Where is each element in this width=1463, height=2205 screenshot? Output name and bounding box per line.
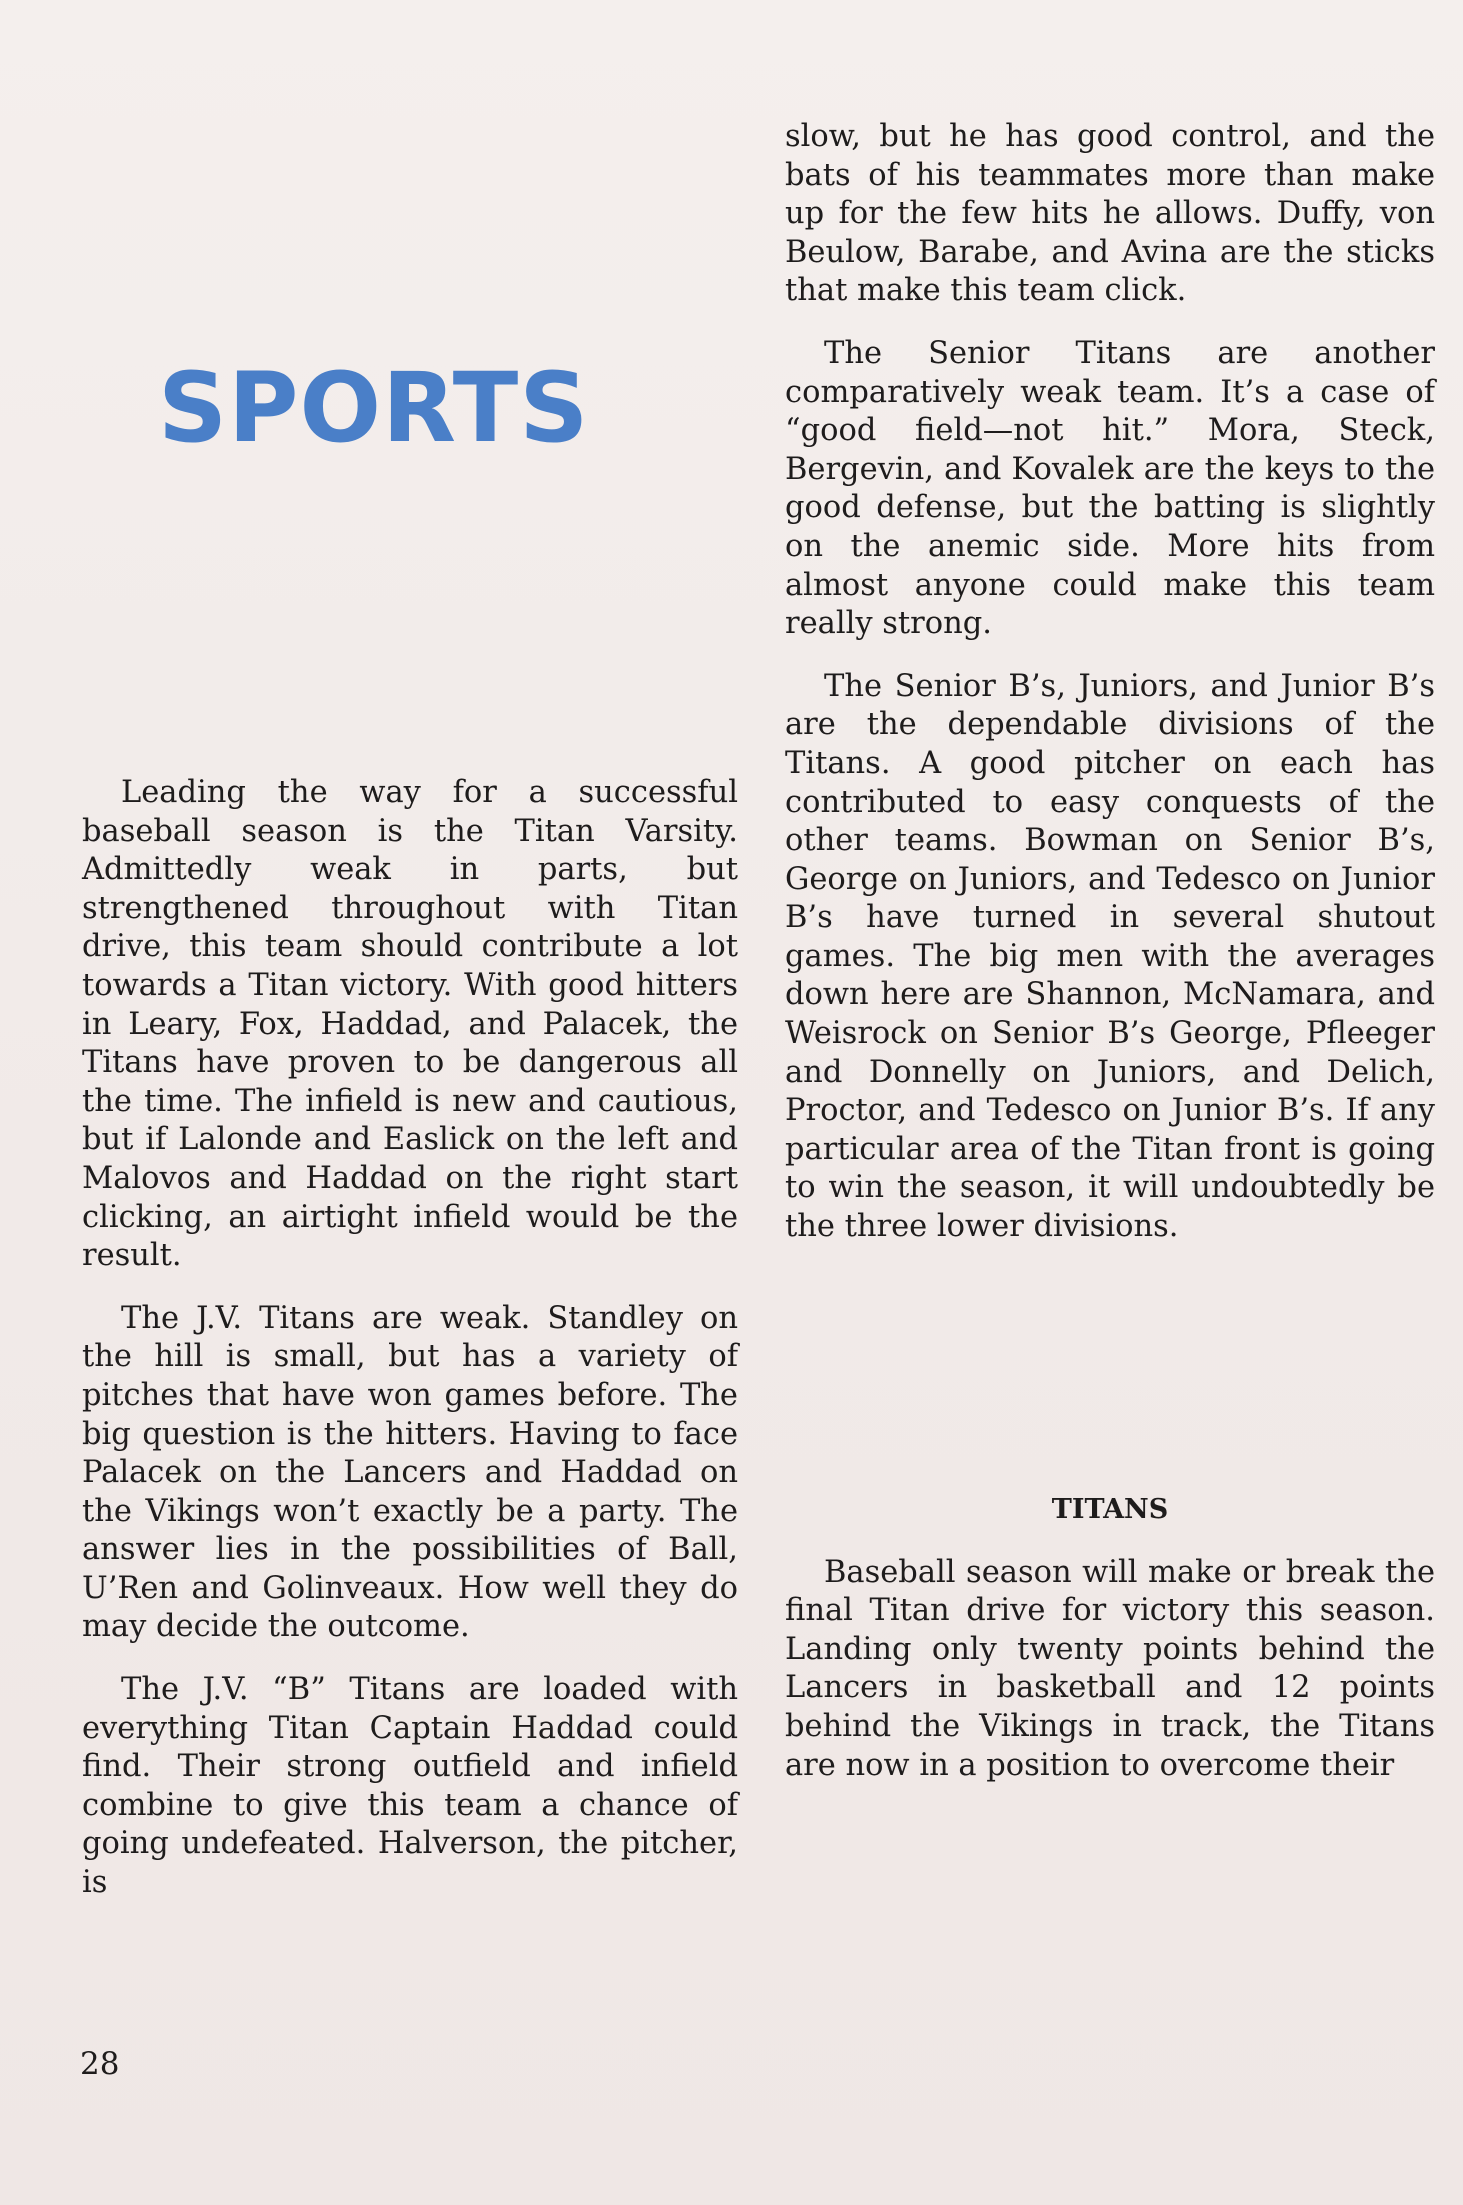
page-number: 28 [80,2046,120,2082]
paragraph-jv-b-titans: The J.V. “B” Titans are loaded with everything Titan Captain Haddad could find. Their strong outfield and infield combine to give this team a chance of going undefeated. Halverson, the pitcher, is [82,1672,738,1901]
paragraph-jv-titans: The J.V. Titans are weak. Standley on the hill is small, but has a variety of pitches that have won games before. The big question is the hitters. Having to face Palacek on the Lancers and Haddad on the Vikings won’t exactly be a party. The answer lies in the possibilities of Ball, U’Ren and Golinveaux. How well they do may decide the outcome. [82,1300,738,1645]
paragraph-continued: slow, but he has good control, and the bats of his teammates more than make up for the few hits he allows. Duffy, von Beulow, Barabe, and Avina are the sticks that make this team click. [785,119,1435,309]
paragraph-varsity: Leading the way for a successful baseball season is the Titan Varsity. Admittedly weak in parts, but strengthened throughout with Titan drive, this team should contribute a lot towards a Titan victory. With good hitters in Leary, Fox, Haddad, and Palacek, the Titans have proven to be dangerous all the time. The infield is new and cautious, but if Lalonde and Easlick on the left and Malovos and Haddad on the right start clicking, an airtight infield would be the result. [82,775,738,1274]
paragraph-lower-divisions: The Senior B’s, Juniors, and Junior B’s are the dependable divisions of the Titans. A good pitcher on each has contributed to easy conquests of the other teams. Bowman on Senior B’s, George on Juniors, and Tedesco on Junior B’s have turned in several shutout games. The big men with the averages down here are Shannon, McNamara, and Weisrock on Senior B’s George, Pfleeger and Donnelly on Juniors, and Delich, Proctor, and Tedesco on Junior B’s. If any particular area of the Titan front is going to win the season, it will undoubtedly be the three lower divisions. [785,668,1435,1245]
paragraph-senior-titans: The Senior Titans are another comparatively weak team. It’s a case of “good field—not hit.” Mora, Steck, Bergevin, and Kovalek are the keys to the good defense, but the batting is slightly on the anemic side. More hits from almost anyone could make this team really strong. [785,335,1435,642]
section-heading: SPORTS [158,352,590,464]
paragraph-titans-outlook: Baseball season will make or break the final Titan drive for victory this season. Landing only twenty points behind the Lancers in basketball and 12 points behind the Vikings in track, the Titans are now in a position to overcome their [785,1554,1435,1783]
right-column [785,118,1435,1809]
left-column [82,774,738,1927]
subheading-titans: TITANS [1051,1493,1169,1525]
